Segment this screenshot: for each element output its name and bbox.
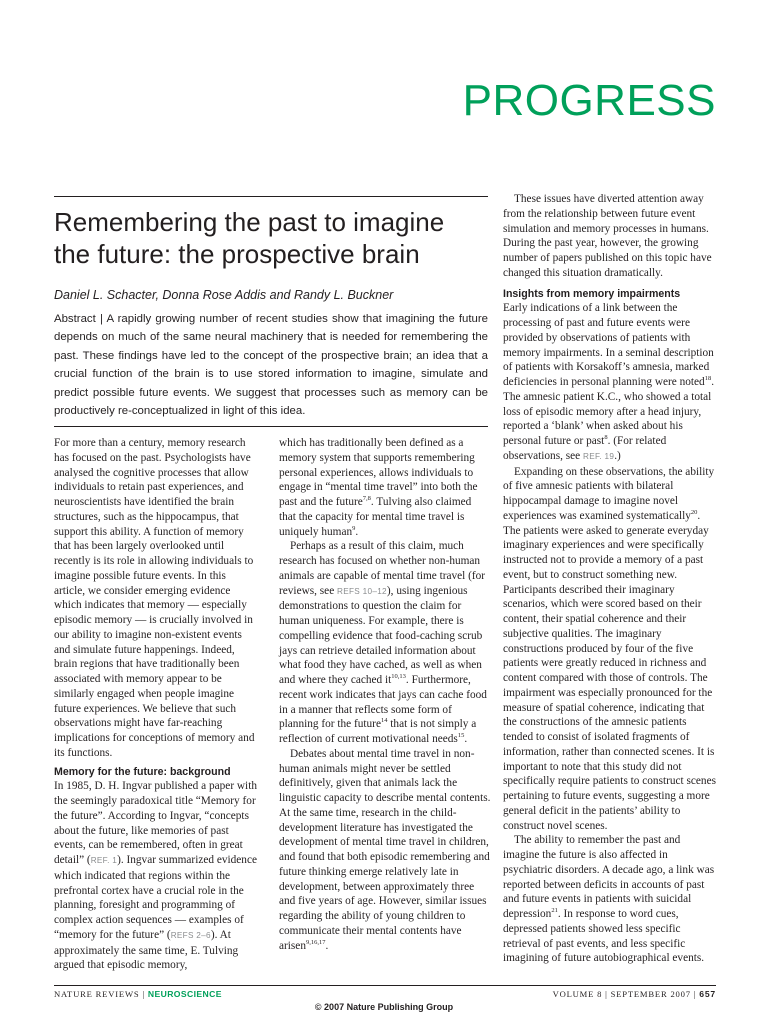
reference-link[interactable]: REF. 1 [90,856,118,865]
col1-paragraph-1: For more than a century, memory research has focused on the past. Psychologists have analysed the cognitive processes that allow individuals to retain past experiences, and neuroscientists have identified the brain structures, such as the hippocampus, that support this ability. A function of memory that has been largely overlooked until recently is its role in allowing individuals to imagine possible future events. In this article, we consider emerging evidence which indicates that memory — especially episodic memory — is crucially involved in our ability to imagine non-existent events and simulate future happenings. Indeed, brain regions that have traditionally been associated with memory appear to be similarly engaged when people imagine future experiences. We believe that such observations might have far-reaching implications for conceptions of memory and its functions. [54,437,255,759]
page-number: 657 [699,989,716,999]
citation-superscript[interactable]: 18 [704,375,712,383]
column-1 [54,436,258,973]
reference-link[interactable]: REF. 19 [583,451,615,461]
copyright: © 2007 Nature Publishing Group [314,1002,454,1012]
section-heading-memory-impairments: Insights from memory impairments [503,287,681,300]
text-span: Debates about mental time travel in non-human animals might never be settled definitively, given that animals lack the linguistic capacity to describe mental contents. At the same time, research in the child-development literature has investigated the development of mental time travel in children, and found that both episodic remembering and future thinking emerge relatively late in development, between approximately three and five years of age. However, similar issues regarding the ability of young children to communicate their mental contents have arisen [279,747,491,952]
text-span: Perhaps as a result of this claim, much research has focused on whether non-human animals are capable of mental time travel (for reviews, see [279,540,486,597]
text-span: ). Ingvar summarized evidence which indicated that regions within the prefrontal cortex have a crucial role in the planning, foresight and programming of complex action sequences — examples of “memory for the future” ( [54,854,257,941]
text-span: In 1985, D. H. Ingvar published a paper with the seemingly paradoxical title “Memory for the future”. According to Ingvar, “concepts about the future, like memories of past events, can be remembered, often in great detail” ( [54,780,257,866]
abstract-separator: | [95,313,107,325]
article-title: Remembering the past to imagine the future: the prospective brain [54,207,445,269]
text-span: . The patients were asked to generate everyday imaginary experiences and were specifically instructed not to provide a memory of a past event, but to construct something new. Participants described their imaginary scenarios, which were scored based on their content, their spatial coherence and their subjective qualities. The imaginary constructions produced by four of the five patients were greatly reduced in richness and content compared with those of controls. The impairment was especially pronounced for the measure of spatial coherence, indicating that the constructions of the amnesic patients tended to consist of isolated fragments of information, rather than connected scenes. It is important to note that this study did not specifically require patients to construct scenes pertaining to future events, suggesting a more general deficit in the patients’ ability to construct novel scenes. [503,509,716,832]
column-2 [279,436,491,953]
col3-paragraph-3 [503,465,716,834]
journal-separator: | [139,989,148,999]
text-span: Expanding on these observations, the ability of five amnesic patients with bilateral hippocampal damage to imagine novel experiences was examined systematically [503,465,715,522]
col2-paragraph-2 [279,539,491,747]
text-span: . (For related observations, see [503,435,667,462]
text-span: . The amnesic patient K.C., who showed a total loss of episodic memory after a head injury, reported a ‘blank’ when asked about his personal future or past [503,376,715,447]
text-span: ). At approximately the same time, E. Tulving argued that episodic memory, [54,928,239,972]
text-span: . [464,733,468,745]
citation-superscript[interactable]: 9,16,17 [305,938,326,946]
col1-paragraph-2 [54,779,258,973]
citation-superscript[interactable]: 10,13 [391,673,406,681]
section-label: PROGRESS [462,76,716,125]
footer-volume [553,989,716,999]
section-heading-background: Memory for the future: background [54,765,231,778]
abstract [54,310,488,420]
abstract-text: A rapidly growing number of recent studies show that imagining the future depends on much of the same neural machinery that is needed for remembering the past. These findings have led to the concept of the prospective brain; an idea that a crucial function of the brain is to use stored information to imagine, simulate and predict possible future events. We suggest that processes such as memory can be productively re-conceptualized in light of this idea. [54,313,488,418]
footer-journal [54,989,222,999]
volume-info: VOLUME 8 | SEPTEMBER 2007 | [552,989,700,999]
text-span: ), using ingenious demonstrations to question the claim for human uniqueness. For example, there is compelling evidence that food-caching scrub jays can retrieve detailed information about what food they have cached, as well as when and where they cached it [279,584,483,686]
text-span: . In response to word cues, depressed patients showed less specific retrieval of past events, and less specific imagining of future autobiographical events. [503,908,705,965]
col2-paragraph-1 [279,436,491,539]
abstract-rule [54,426,488,427]
text-span: .) [614,449,621,462]
citation-superscript[interactable]: 8 [604,434,608,442]
text-span: . [355,525,359,538]
text-span: . Tulving also claimed that the capacity for mental time travel is uniquely human [279,496,472,538]
text-span: . Furthermore, recent work indicates that jays can cache food in a manner that reflects some form of planning for the future [279,674,487,731]
text-span: The ability to remember the past and imagine the future is also affected in psychiatric disorders. A decade ago, a link was reported between deficits in accounts of past and future events in patients with suicidal depression [503,834,715,920]
reference-link[interactable]: REFS 2–6 [170,930,211,940]
article-authors: Daniel L. Schacter, Donna Rose Addis and Randy L. Buckner [54,288,394,302]
journal-prefix: NATURE REVIEWS [54,989,140,999]
col3-paragraph-4 [503,833,716,966]
citation-superscript[interactable]: 7,8 [362,495,371,503]
text-span: Early indications of a link between the processing of past and future events were provided by observations of patients with memory impairments. In a seminal description of patients with Korsakoff’s amnesia, marked deficiencies in personal planning were noted [503,302,714,388]
abstract-label: Abstract [54,313,96,325]
text-span: which has traditionally been defined as a memory system that supports remembering personal experiences, allows individuals to engage in “mental time travel” into both the past and the future [279,437,478,508]
footer-rule [54,985,716,986]
citation-superscript[interactable]: 21 [551,907,558,915]
top-rule [54,196,488,197]
citation-superscript[interactable]: 14 [380,717,388,725]
col3-paragraph-1: These issues have diverted attention away from the relationship between future event simulation and memory processes in humans. During the past year, however, the growing number of papers published on this topic have changed this situation dramatically. [503,193,712,279]
citation-superscript[interactable]: 20 [690,508,698,516]
text-span: that is not simply a reflection of current motivational needs [279,718,477,745]
col3-paragraph-2 [503,301,716,464]
citation-superscript[interactable]: 9 [352,524,356,532]
column-3 [503,192,716,966]
journal-name: NEUROSCIENCE [147,989,222,999]
citation-superscript[interactable]: 15 [457,732,465,740]
col2-paragraph-3 [279,747,491,954]
text-span: . [325,939,329,952]
reference-link[interactable]: REFS 10–12 [337,586,387,596]
